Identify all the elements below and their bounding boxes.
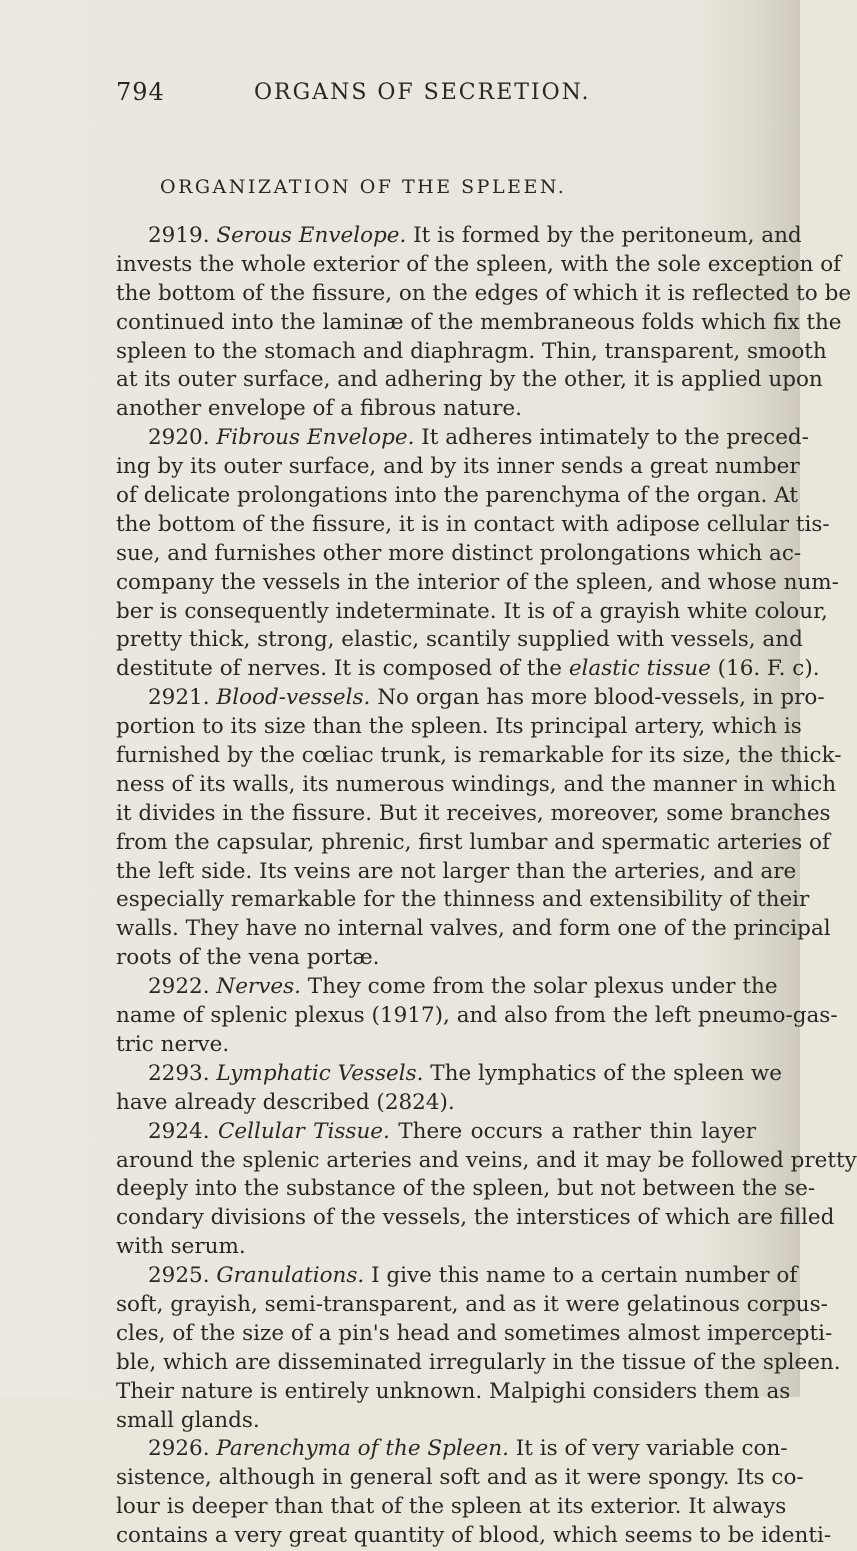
text-line [116,800,831,829]
text-run: 2925. [148,1263,217,1289]
text-line [116,309,842,338]
text-run: deeply into the substance of the spleen, but not between the se- [116,1176,816,1202]
text-line [116,453,800,482]
italic-heading: Serous Envelope. [216,223,407,248]
text-run: around the splenic arteries and veins, and it may be followed pretty [116,1147,857,1173]
page-number: 794 [116,78,165,106]
body-text [116,222,857,1551]
text-line [116,569,839,598]
text-run: sue, and furnishes other more distinct prolongations which ac- [116,540,802,566]
text-run: at its outer surface, and adhering by the other, it is applied upon [116,367,823,393]
text-run: I give this name to a certain number of [364,1263,798,1289]
text-line [116,424,809,453]
text-line [116,1522,832,1551]
text-run: Their nature is entirely unknown. Malpighi considers them as [116,1378,791,1404]
text-line [116,1464,804,1493]
text-run: 2922. [148,974,217,1000]
italic-heading: Lymphatic Vessels. [216,1060,424,1086]
text-line [116,540,802,569]
text-line [116,886,810,915]
text-line [116,1031,756,1060]
text-run: 2919. [148,223,217,248]
text-line [116,1291,828,1320]
italic-heading: Parenchyma of the Spleen. [216,1436,509,1462]
text-line [116,511,830,540]
text-run: destitute of nerves. It is composed of the [116,656,569,682]
text-line [116,366,823,395]
text-run: ing by its outer surface, and by its inner sends a great number [116,454,800,480]
text-run: especially remarkable for the thinness and extensibility of their [116,887,810,913]
text-run: portion to its size than the spleen. Its principal artery, which is [116,714,802,740]
text-line [116,1320,833,1349]
text-run: (16. F. c). [710,656,820,682]
section-title: ORGANIZATION OF THE SPLEEN. [160,176,567,198]
text-run: of delicate prolongations into the parenchyma of the organ. At [116,483,799,509]
text-line [116,1147,857,1176]
running-head: ORGANS OF SECRETION. [254,80,591,105]
text-run: walls. They have no internal valves, and form one of the principal [116,916,831,942]
text-run: lour is deeper than that of the spleen at its exterior. It always [116,1494,787,1520]
text-run: There occurs a rather thin layer [389,1118,756,1144]
text-run: 2921. [148,685,217,711]
text-run: name of splenic plexus (1917), and also from the left pneumo-gas- [116,1003,838,1029]
text-line [116,1060,783,1089]
text-run: No organ has more blood-vessels, in pro- [370,685,825,711]
text-line [116,251,842,280]
text-line [116,222,802,251]
text-run: It is formed by the peritoneum, and [406,223,802,248]
text-line [116,1175,816,1204]
text-run: with serum. [116,1234,246,1260]
text-run: cles, of the size of a pin's head and sometimes almost impercepti- [116,1320,833,1346]
text-line [116,713,802,742]
text-line [116,1002,838,1031]
text-run: ber is consequently indeterminate. It is of a grayish white colour, [116,598,828,624]
text-line [116,1349,841,1378]
text-run: It adheres intimately to the preced- [414,425,809,451]
text-run: 2924. [148,1118,218,1144]
text-line [116,655,820,684]
text-line [116,1407,756,1436]
text-run: The lymphatics of the spleen we [423,1060,783,1086]
text-run: 2926. [148,1436,217,1462]
text-line [116,742,842,771]
text-run: They come from the solar plexus under the [300,974,778,1000]
text-run: it divides in the fissure. But it receives, moreover, some branches [116,800,831,826]
text-run: furnished by the cœliac trunk, is remarkable for its size, the thick- [116,743,842,769]
text-line [116,598,828,627]
italic-heading: elastic tissue [568,656,711,682]
italic-heading: Fibrous Envelope. [216,425,415,451]
text-line [116,1378,791,1407]
text-line [116,1262,798,1291]
italic-heading: Cellular Tissue. [217,1118,390,1144]
text-run: from the capsular, phrenic, first lumbar and spermatic arteries of [116,829,830,855]
text-run: invests the whole exterior of the spleen, with the sole exception of [116,251,842,277]
text-run: roots of the vena portæ. [116,945,380,971]
text-line [116,1493,787,1522]
text-line [116,858,797,887]
text-run: the left side. Its veins are not larger than the arteries, and are [116,858,797,884]
text-run: tric nerve. [116,1031,230,1057]
text-line [116,944,756,973]
text-line [116,684,825,713]
text-run: ness of its walls, its numerous windings, and the manner in which [116,771,837,797]
text-line [116,1435,788,1464]
text-run: 2293. [148,1060,217,1086]
text-line [116,338,827,367]
text-line [116,771,837,800]
text-run: ble, which are disseminated irregularly in the tissue of the spleen. [116,1349,841,1375]
text-run: soft, grayish, semi-transparent, and as it were gelatinous corpus- [116,1291,828,1317]
text-run: another envelope of a fibrous nature. [116,396,522,422]
italic-heading: Nerves. [216,974,301,1000]
text-line [116,626,803,655]
text-run: small glands. [116,1407,260,1433]
text-line [116,973,778,1002]
text-run: the bottom of the fissure, on the edges of which it is reflected to be [116,280,852,306]
text-line [116,1089,756,1118]
italic-heading: Blood-vessels. [216,685,371,711]
page-header [116,78,756,112]
text-line [116,482,799,511]
text-run: It is of very variable con- [508,1436,788,1462]
text-run: the bottom of the fissure, it is in contact with adipose cellular tis- [116,511,830,537]
text-run: condary divisions of the vessels, the interstices of which are filled [116,1205,835,1231]
text-line [116,1204,835,1233]
text-line [116,1233,756,1262]
text-run: company the vessels in the interior of the spleen, and whose num- [116,569,839,595]
text-run: continued into the laminæ of the membraneous folds which fix the [116,309,842,335]
text-run: spleen to the stomach and diaphragm. Thin, transparent, smooth [116,338,827,364]
text-line [116,1118,756,1147]
text-line [116,395,756,424]
text-line [116,915,831,944]
text-run: contains a very great quantity of blood, which seems to be identi- [116,1523,832,1549]
text-run: pretty thick, strong, elastic, scantily supplied with vessels, and [116,627,803,653]
text-run: 2920. [148,425,217,451]
text-run: have already described (2824). [116,1089,455,1115]
text-line [116,280,852,309]
text-run: sistence, although in general soft and as it were spongy. Its co- [116,1465,804,1491]
italic-heading: Granulations. [216,1263,365,1289]
text-line [116,829,830,858]
